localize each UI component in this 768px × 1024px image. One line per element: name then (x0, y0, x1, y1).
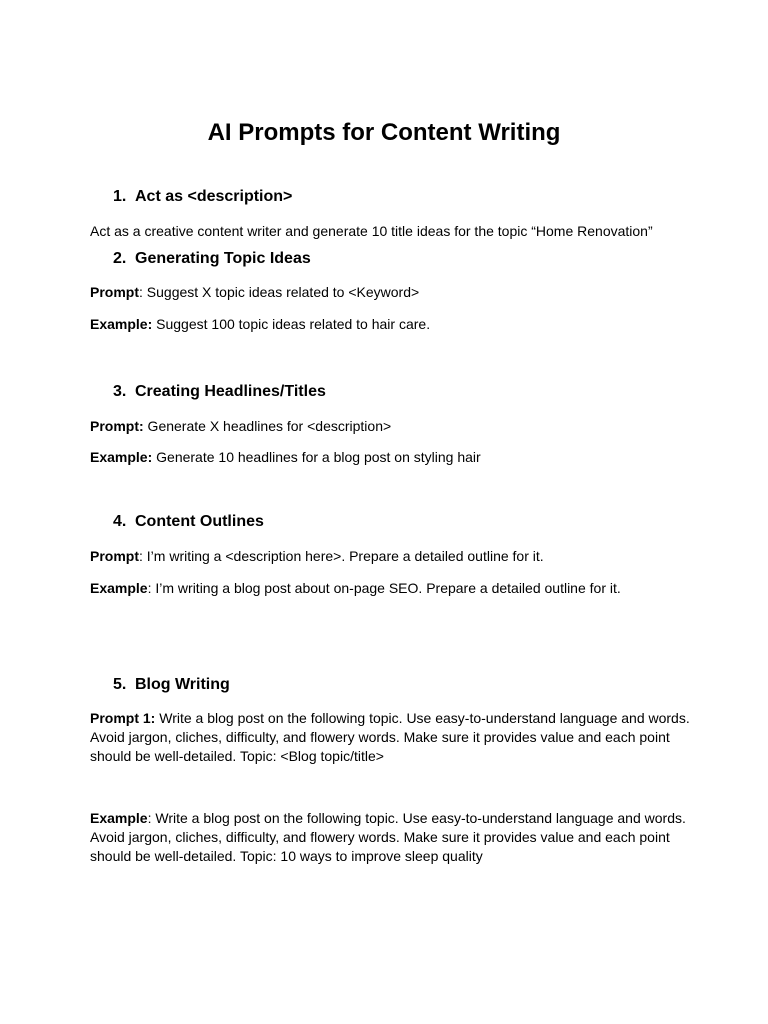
section-number: 1. (113, 188, 127, 205)
section-number: 5. (113, 676, 127, 693)
section-number: 3. (113, 383, 127, 400)
section-heading-1 (113, 187, 292, 207)
section-5-example (90, 809, 690, 866)
section-title: Content Outlines (135, 513, 264, 530)
section-4-example (90, 579, 621, 598)
paragraph-text: Write a blog post on the following topic. Use easy-to-understand language and words. Avoid jargon, cliches, difficulty, and flowery words. Make sure it provides value and each point should be well-detailed. Topic: <Blog topic/title> (90, 710, 690, 764)
section-3-example (90, 448, 481, 467)
paragraph-label: Prompt (90, 284, 139, 300)
paragraph-label: Prompt 1: (90, 710, 156, 726)
section-2-prompt (90, 283, 419, 302)
section-5-prompt (90, 709, 690, 766)
paragraph-text: : Suggest X topic ideas related to <Keyword> (139, 284, 420, 300)
section-3-prompt (90, 417, 391, 436)
section-title: Creating Headlines/Titles (135, 383, 326, 400)
section-title: Generating Topic Ideas (135, 250, 311, 267)
paragraph-label: Prompt (90, 548, 139, 564)
section-2-example (90, 315, 430, 334)
paragraph-text: : I’m writing a <description here>. Prepare a detailed outline for it. (139, 548, 544, 564)
paragraph-label: Prompt: (90, 418, 144, 434)
paragraph-label: Example: (90, 449, 153, 465)
paragraph-label: Example (90, 810, 148, 826)
paragraph-label: Example (90, 580, 148, 596)
paragraph-text: Suggest 100 topic ideas related to hair care. (152, 316, 431, 332)
section-heading-5 (113, 675, 230, 695)
paragraph-text: Generate X headlines for <description> (143, 418, 392, 434)
paragraph-text: Act as a creative content writer and generate 10 title ideas for the topic “Home Renovation” (90, 223, 653, 239)
section-heading-3 (113, 382, 326, 402)
page-title: AI Prompts for Content Writing (207, 119, 561, 146)
section-title: Blog Writing (135, 676, 230, 693)
section-heading-4 (113, 512, 264, 532)
section-number: 4. (113, 513, 127, 530)
section-title: Act as <description> (135, 188, 293, 205)
paragraph-text: : I’m writing a blog post about on-page SEO. Prepare a detailed outline for it. (147, 580, 621, 596)
section-number: 2. (113, 250, 127, 267)
paragraph-label: Example: (90, 316, 153, 332)
section-4-prompt (90, 547, 544, 566)
paragraph-text: Generate 10 headlines for a blog post on styling hair (152, 449, 481, 465)
section-1-paragraph (90, 222, 653, 241)
paragraph-text: : Write a blog post on the following topic. Use easy-to-understand language and words. Avoid jargon, cliches, difficulty, and flowery words. Make sure it provides value and each point should be well-detailed. Topic: 10 ways to improve sleep quality (90, 810, 686, 864)
section-heading-2 (113, 249, 311, 269)
